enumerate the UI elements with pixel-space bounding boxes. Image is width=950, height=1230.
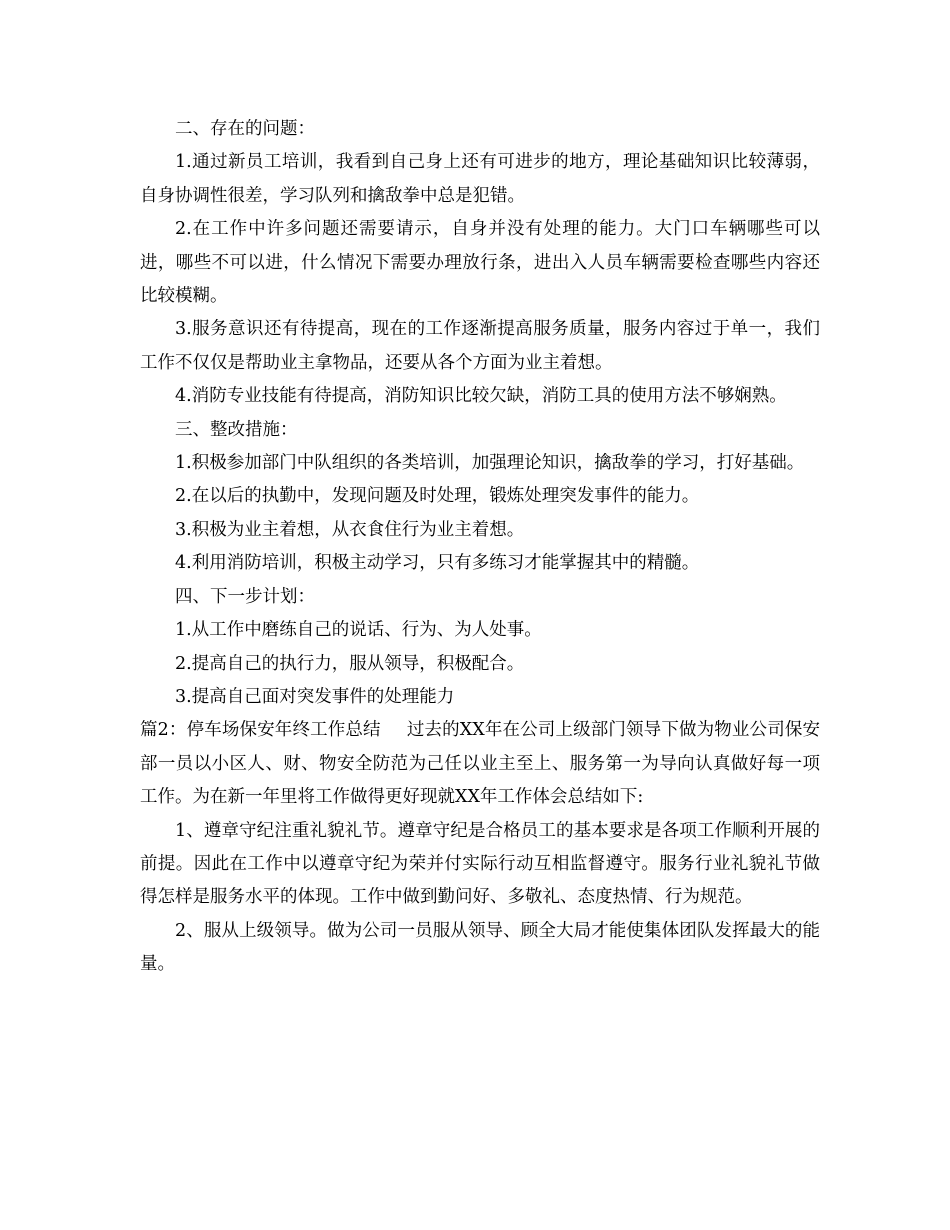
plan-item-3: 3.提高自己面对突发事件的处理能力 (175, 686, 455, 707)
plan-item-1: 1.从工作中磨练自己的说话、行为、为人处事。 (175, 620, 542, 641)
article2-point-1: 1、遵章守纪注重礼貌礼节。遵章守纪是合格员工的基本要求是各项工作顺利开展的前提。因此在工作中以遵章守纪为荣并付实际行动互相监督遵守。服务行业礼貌礼节做得怎样是服务水平的体现。工作中做到勤问好、多敬礼、态度热情、行为规范。 (140, 820, 820, 908)
problem-item-4: 4.消防专业技能有待提高，消防知识比较欠缺，消防工具的使用方法不够娴熟。 (175, 386, 787, 407)
article2-point-2: 2、服从上级领导。做为公司一员服从领导、顾全大局才能使集体团队发挥最大的能量。 (140, 920, 820, 975)
document-body (140, 113, 820, 982)
section-heading-plan: 四、下一步计划： (175, 586, 315, 607)
section-heading-problems: 二、存在的问题： (175, 119, 315, 139)
measure-item-1: 1.积极参加部门中队组织的各类培训，加强理论知识，擒敌拳的学习，打好基础。 (175, 453, 805, 474)
problem-item-1: 1.通过新员工培训，我看到自己身上还有可进步的地方，理论基础知识比较薄弱，自身协调性很差，学习队列和擒敌拳中总是犯错。 (140, 152, 820, 206)
problem-item-2: 2.在工作中许多问题还需要请示，自身并没有处理的能力。大门口车辆哪些可以进，哪些不可以进，什么情况下需要办理放行条，进出入人员车辆需要检查哪些内容还比较模糊。 (140, 219, 820, 307)
article2-intro-paragraph (140, 714, 820, 814)
article2-intro: 过去的XX年在公司上级部门领导下做为物业公司保安部一员以小区人、财、物安全防范为己任以业主至上、服务第一为导向认真做好每一项工作。为在新一年里将工作做得更好现就XX年工作体会总结如下: (140, 720, 820, 808)
measure-item-3: 3.积极为业主着想，从衣食住行为业主着想。 (175, 519, 525, 540)
section-heading-measures: 三、整改措施： (175, 419, 298, 440)
plan-item-2: 2.提高自己的执行力，服从领导，积极配合。 (175, 653, 525, 674)
measure-item-4: 4.利用消防培训，积极主动学习，只有多练习才能掌握其中的精髓。 (175, 553, 700, 574)
measure-item-2: 2.在以后的执勤中，发现问题及时处理，锻炼处理突发事件的能力。 (175, 486, 700, 507)
article2-title: 篇2：停车场保安年终工作总结 (140, 720, 381, 741)
problem-item-3: 3.服务意识还有待提高，现在的工作逐渐提高服务质量，服务内容过于单一，我们工作不仅仅是帮助业主拿物品，还要从各个方面为业主着想。 (140, 319, 820, 373)
